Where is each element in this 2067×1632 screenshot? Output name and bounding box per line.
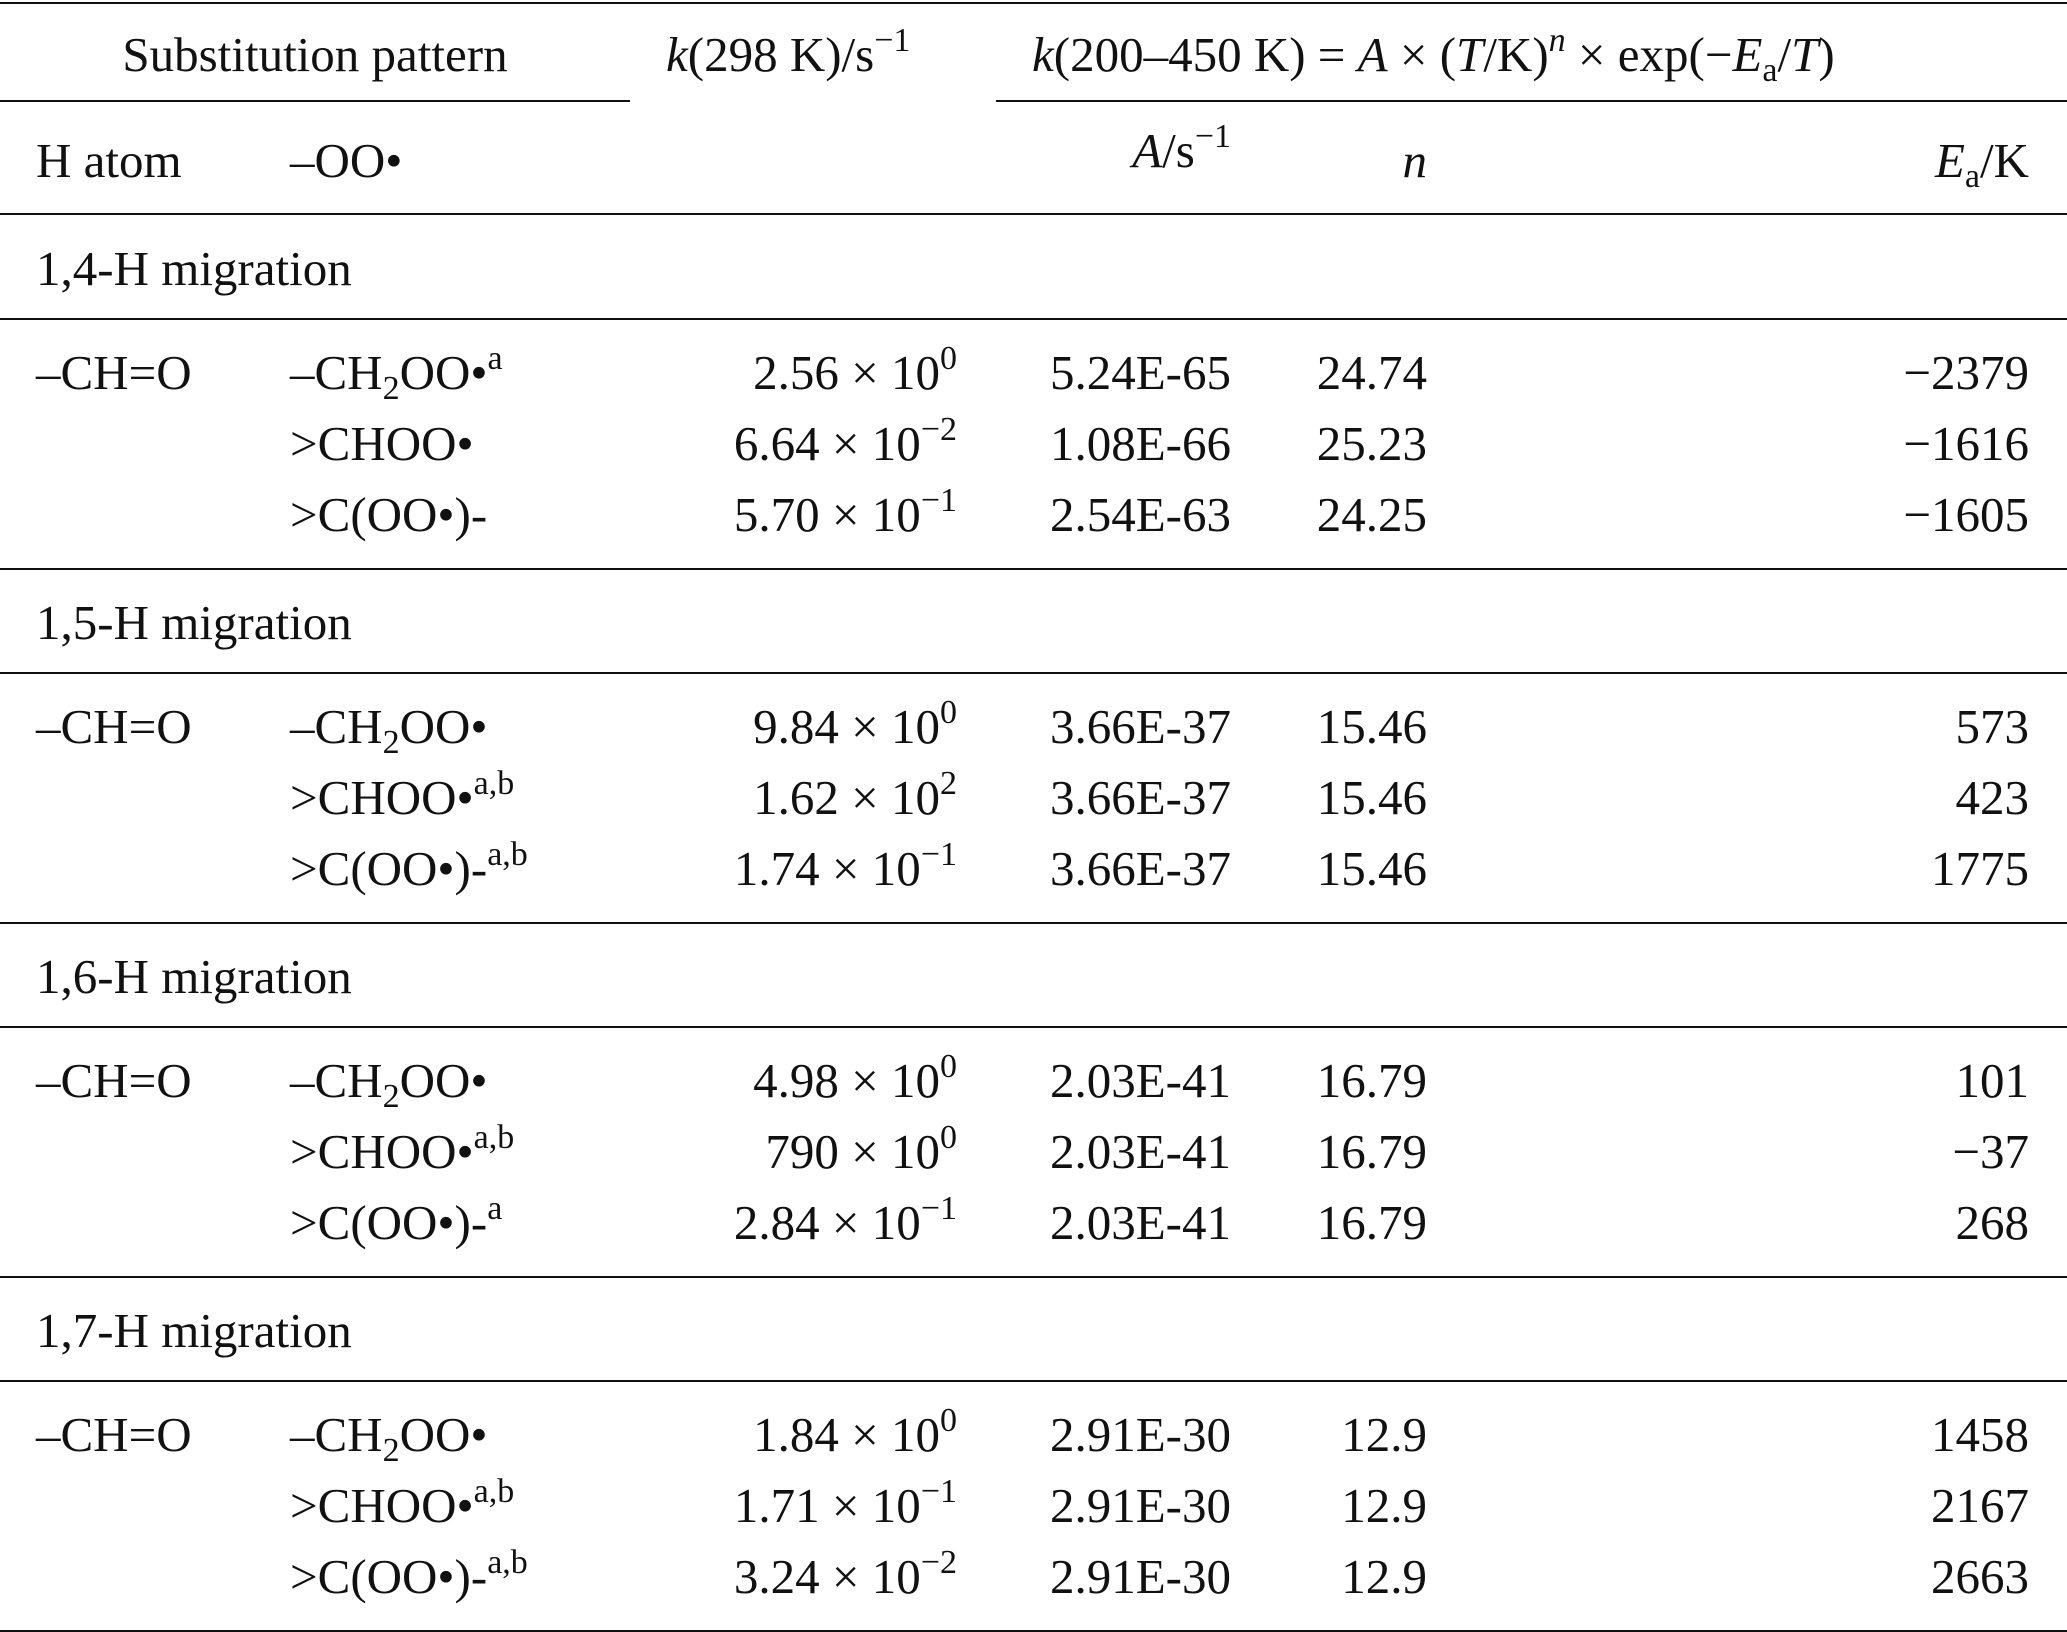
k298-cell <box>733 836 957 896</box>
oo-group-cell <box>290 487 488 542</box>
oo-group-cell <box>290 1119 515 1179</box>
k298-mantissa: 2.84 × 10 <box>733 1195 921 1250</box>
k298-cell <box>753 694 957 754</box>
h-atom-cell: –CH=O <box>36 1053 192 1108</box>
footnote-marker: a,b <box>473 765 515 802</box>
k298-mantissa: 790 × 10 <box>765 1124 940 1179</box>
k298-mantissa: 1.71 × 10 <box>733 1478 921 1533</box>
A-cell: 1.08E-66 <box>1050 416 1231 471</box>
A-cell: 2.03E-41 <box>1050 1195 1231 1250</box>
A-cell: 2.03E-41 <box>1050 1053 1231 1108</box>
A-cell: 5.24E-65 <box>1050 345 1231 400</box>
n-cell: 12.9 <box>1341 1407 1427 1462</box>
group-text: >C(OO•)- <box>290 1195 488 1250</box>
group-text: >CHOO• <box>290 770 474 825</box>
group-text: –CH <box>290 1053 383 1108</box>
k298-cell <box>753 1048 957 1108</box>
k298-exponent: 0 <box>940 340 957 377</box>
section-title: 1,4-H migration <box>36 241 352 296</box>
top-rule <box>0 2 2067 4</box>
k298-exponent: −1 <box>920 1473 957 1510</box>
k298-cell <box>733 411 957 471</box>
Ea-cell: 1775 <box>1931 841 2029 896</box>
substitution-underline <box>0 100 630 102</box>
h-atom-cell: –CH=O <box>36 345 192 400</box>
A-cell: 2.03E-41 <box>1050 1124 1231 1179</box>
k298-mantissa: 3.24 × 10 <box>733 1549 921 1604</box>
header-A: $A/s^{-1}$ <box>1132 118 1231 178</box>
k298-exponent: −1 <box>920 482 957 519</box>
footnote-marker: a,b <box>487 1544 528 1581</box>
Ea-cell: −1616 <box>1903 416 2029 471</box>
k298-exponent: 0 <box>940 1119 957 1156</box>
k298-cell <box>733 1544 957 1604</box>
n-cell: 12.9 <box>1341 1549 1427 1604</box>
n-cell: 15.46 <box>1316 699 1427 754</box>
oo-group-cell <box>290 416 474 471</box>
k298-mantissa: 5.70 × 10 <box>733 487 921 542</box>
section-end-rule <box>0 1276 2067 1278</box>
oo-group-cell <box>290 1407 488 1469</box>
section-end-rule <box>0 568 2067 570</box>
oo-group-cell <box>290 765 515 825</box>
k298-cell <box>753 765 957 825</box>
group-subscript: 2 <box>382 370 400 407</box>
oo-group-cell <box>290 1190 503 1250</box>
section-rule <box>0 318 2067 320</box>
group-text: >C(OO•)- <box>290 487 488 542</box>
k298-mantissa: 1.84 × 10 <box>753 1407 940 1462</box>
header-k-expression: k(200–450 $K) = A \times (T/K)^n \times \exp(-E_a/T)$ <box>1032 22 1835 89</box>
Ea-cell: 268 <box>1955 1195 2029 1250</box>
Ea-cell: −37 <box>1952 1124 2029 1179</box>
footnote-marker: a,b <box>473 1119 515 1156</box>
footnote-marker: a <box>487 340 503 377</box>
oo-group-cell <box>290 1473 515 1533</box>
A-cell: 2.54E-63 <box>1050 487 1231 542</box>
k298-mantissa: 9.84 × 10 <box>753 699 940 754</box>
k298-cell <box>753 1402 957 1462</box>
group-text-tail: OO• <box>399 345 488 400</box>
n-cell: 16.79 <box>1316 1195 1427 1250</box>
Ea-cell: 2663 <box>1931 1549 2029 1604</box>
h-atom-cell: –CH=O <box>36 699 192 754</box>
A-cell: 3.66E-37 <box>1050 699 1231 754</box>
header-k298: k(298 $K)/s^{-1}$ <box>666 22 911 82</box>
group-subscript: 2 <box>382 724 400 761</box>
oo-group-cell <box>290 1053 488 1115</box>
k298-cell <box>733 1473 957 1533</box>
h-atom-cell: –CH=O <box>36 1407 192 1462</box>
A-cell: 2.91E-30 <box>1050 1478 1231 1533</box>
k298-cell <box>765 1119 957 1179</box>
header-rule <box>0 213 2067 215</box>
k298-exponent: −2 <box>920 411 957 448</box>
Ea-cell: −2379 <box>1903 345 2029 400</box>
header-oo-group: –OO• <box>290 133 403 188</box>
header-n: n <box>1402 133 1427 188</box>
n-cell: 15.46 <box>1316 841 1427 896</box>
k298-cell <box>733 1190 957 1250</box>
group-text: >CHOO• <box>290 1478 474 1533</box>
group-text: –CH <box>290 1407 383 1462</box>
k298-mantissa: 2.56 × 10 <box>753 345 940 400</box>
k298-exponent: 0 <box>940 694 957 731</box>
k298-exponent: −1 <box>920 1190 957 1227</box>
header-h-atom: H atom <box>36 133 182 188</box>
k298-exponent: 2 <box>940 765 957 802</box>
Ea-cell: 573 <box>1955 699 2029 754</box>
A-cell: 2.91E-30 <box>1050 1407 1231 1462</box>
footnote-marker: a,b <box>487 836 528 873</box>
group-text: >C(OO•)- <box>290 1549 488 1604</box>
A-cell: 3.66E-37 <box>1050 770 1231 825</box>
k298-mantissa: 1.62 × 10 <box>753 770 940 825</box>
footnote-marker: a,b <box>473 1473 515 1510</box>
n-cell: 12.9 <box>1341 1478 1427 1533</box>
A-cell: 2.91E-30 <box>1050 1549 1231 1604</box>
Ea-cell: −1605 <box>1903 487 2029 542</box>
n-cell: 16.79 <box>1316 1124 1427 1179</box>
section-title: 1,5-H migration <box>36 595 352 650</box>
k298-exponent: −1 <box>920 836 957 873</box>
header-Ea: $E_a/K$ <box>1934 133 2029 195</box>
k298-exponent: 0 <box>940 1048 957 1085</box>
k298-exponent: −2 <box>920 1544 957 1581</box>
n-cell: 24.25 <box>1316 487 1427 542</box>
section-rule <box>0 1026 2067 1028</box>
n-cell: 25.23 <box>1316 416 1427 471</box>
group-text: >C(OO•)- <box>290 841 488 896</box>
A-cell: 3.66E-37 <box>1050 841 1231 896</box>
group-text-tail: OO• <box>399 699 488 754</box>
Ea-cell: 101 <box>1955 1053 2029 1108</box>
group-text: >CHOO• <box>290 1124 474 1179</box>
oo-group-cell <box>290 340 503 407</box>
group-text: –CH <box>290 345 383 400</box>
section-title: 1,6-H migration <box>36 949 352 1004</box>
oo-group-cell <box>290 699 488 761</box>
group-text: –CH <box>290 699 383 754</box>
n-cell: 24.74 <box>1316 345 1427 400</box>
section-rule <box>0 1380 2067 1382</box>
Ea-cell: 1458 <box>1931 1407 2029 1462</box>
k298-mantissa: 6.64 × 10 <box>733 416 921 471</box>
Ea-cell: 423 <box>1955 770 2029 825</box>
Ea-cell: 2167 <box>1931 1478 2029 1533</box>
footnote-marker: a <box>487 1190 503 1227</box>
k298-mantissa: 4.98 × 10 <box>753 1053 940 1108</box>
group-text-tail: OO• <box>399 1407 488 1462</box>
oo-group-cell <box>290 1544 528 1604</box>
k-expression-underline <box>996 100 2067 102</box>
k298-cell <box>753 340 957 400</box>
n-cell: 15.46 <box>1316 770 1427 825</box>
section-rule <box>0 672 2067 674</box>
oo-group-cell <box>290 836 528 896</box>
group-text-tail: OO• <box>399 1053 488 1108</box>
group-text: >CHOO• <box>290 416 474 471</box>
k298-mantissa: 1.74 × 10 <box>733 841 921 896</box>
section-end-rule <box>0 922 2067 924</box>
group-subscript: 2 <box>382 1078 400 1115</box>
k298-cell <box>733 482 957 542</box>
header-substitution-pattern: Substitution pattern <box>122 27 508 82</box>
group-subscript: 2 <box>382 1432 400 1469</box>
k298-exponent: 0 <box>940 1402 957 1439</box>
n-cell: 16.79 <box>1316 1053 1427 1108</box>
section-title: 1,7-H migration <box>36 1303 352 1358</box>
